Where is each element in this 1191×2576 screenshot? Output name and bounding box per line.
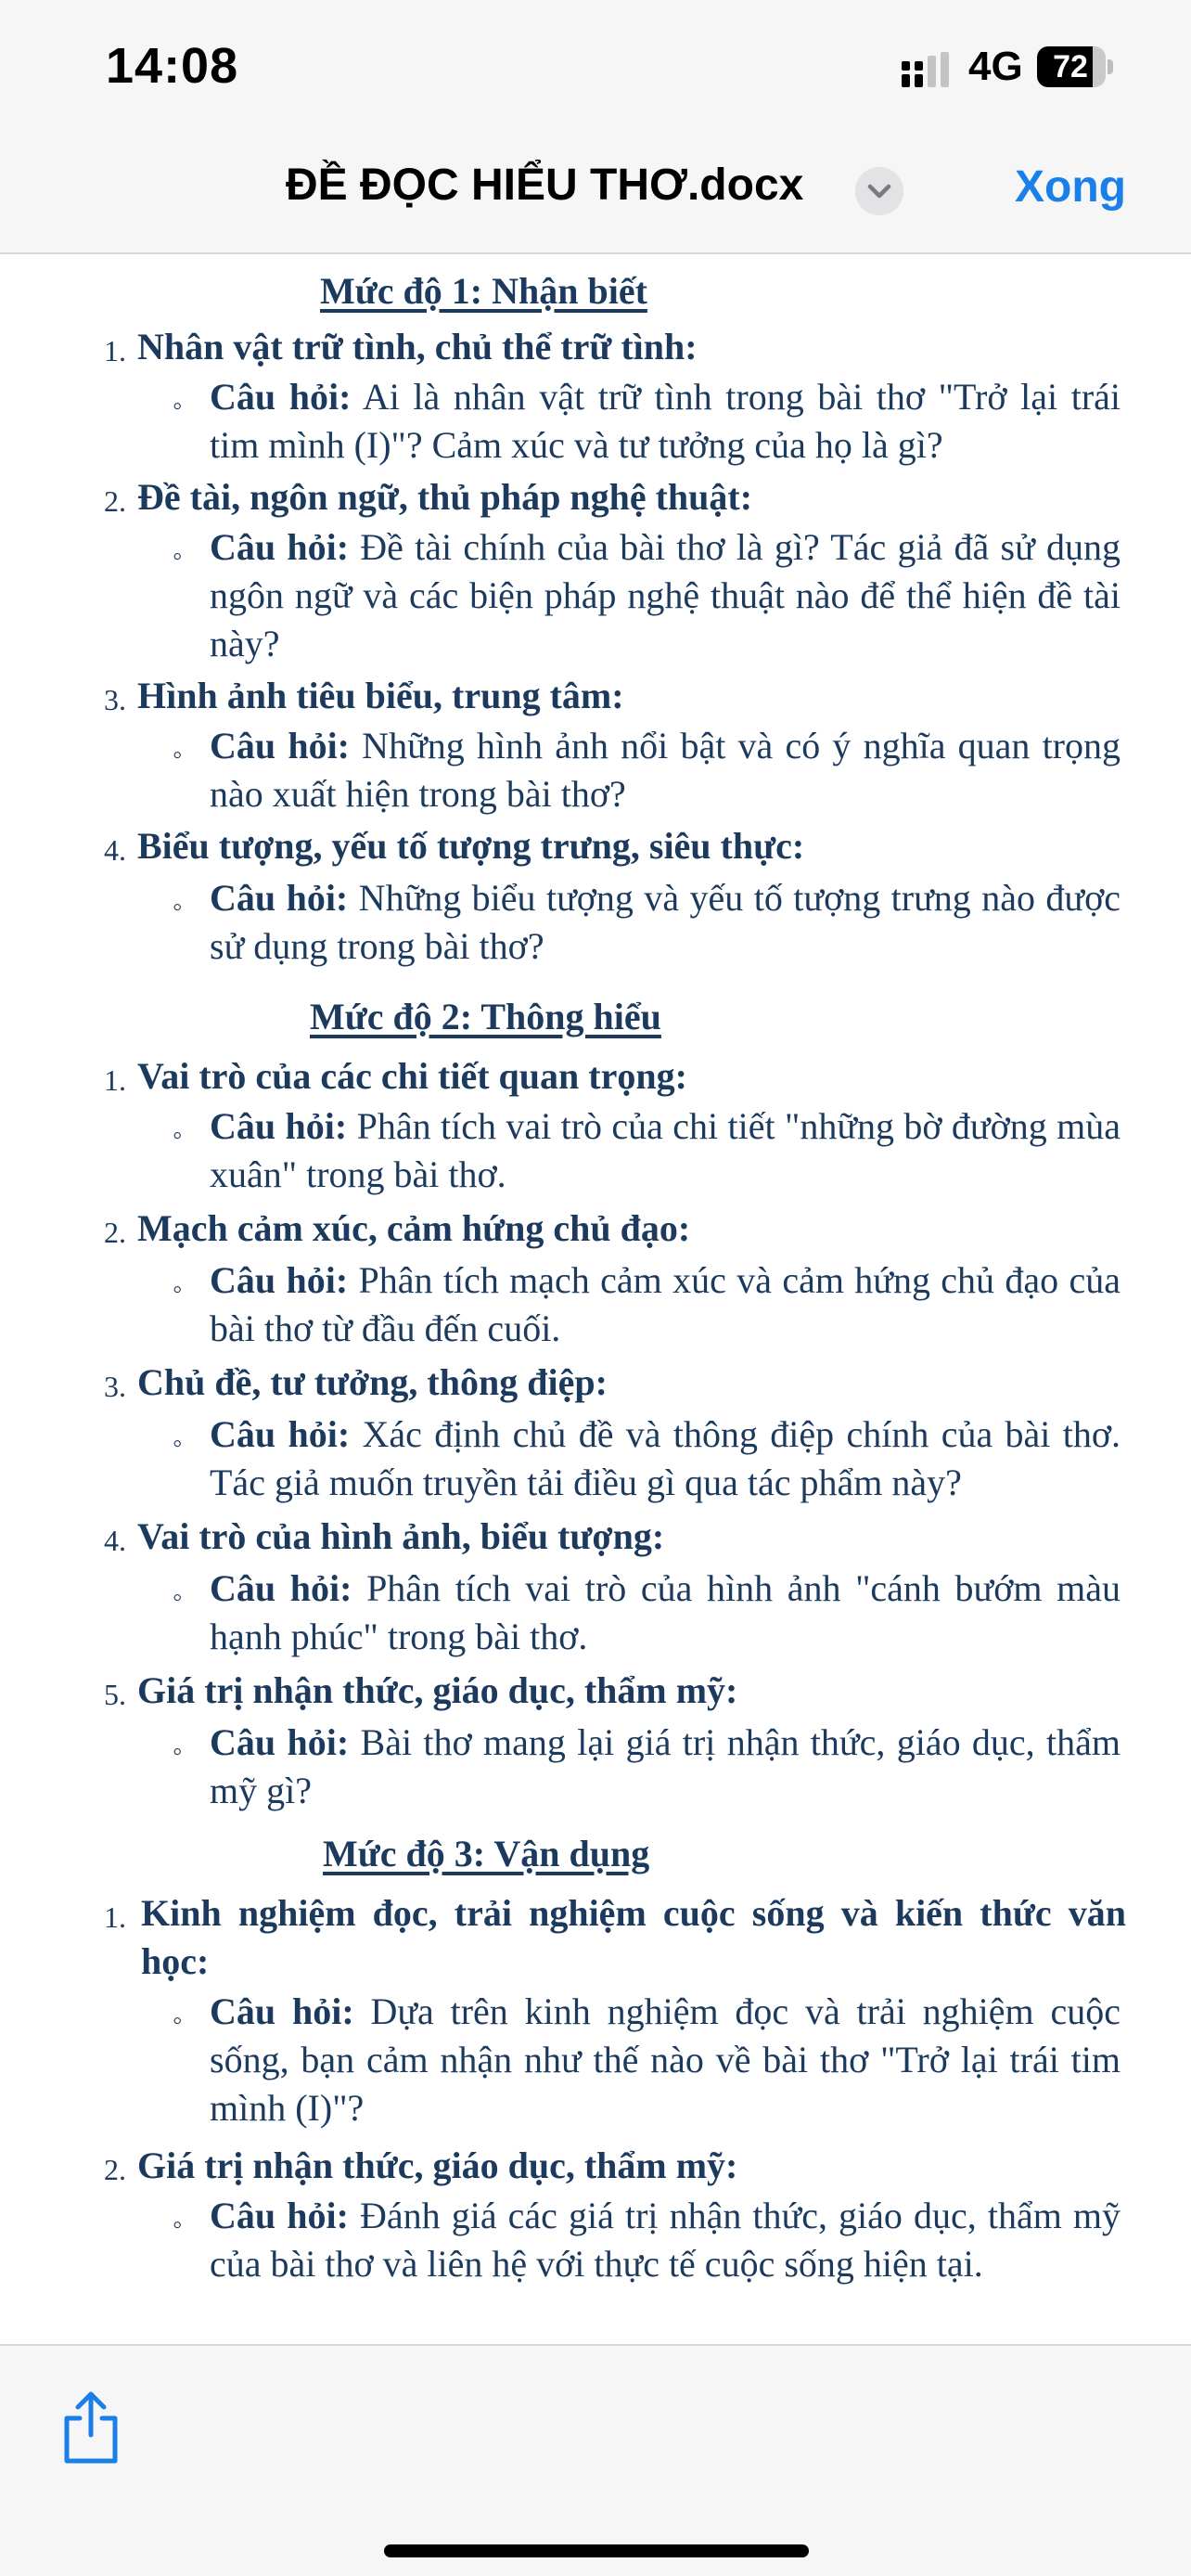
item-number: 3. xyxy=(104,1370,126,1403)
bullet: ◦ xyxy=(173,2209,183,2240)
question-label: Câu hỏi: xyxy=(210,1721,350,1763)
bullet: ◦ xyxy=(173,1736,183,1767)
question xyxy=(202,1256,1121,1353)
section-heading: Mức độ 1: Nhận biết xyxy=(320,270,647,312)
question-label: Câu hỏi: xyxy=(210,526,350,568)
question xyxy=(202,523,1121,668)
section-heading: Mức độ 2: Thông hiểu xyxy=(310,996,661,1037)
question-text: Phân tích mạch cảm xúc và cảm hứng chủ đạo của bài thơ từ đầu đến cuối. xyxy=(210,1259,1121,1349)
bottom-toolbar xyxy=(0,2344,1191,2576)
item-title: Vai trò của hình ảnh, biểu tượng: xyxy=(137,1515,665,1557)
item-title: Giá trị nhận thức, giáo dục, thẩm mỹ: xyxy=(137,2145,738,2186)
bullet: ◦ xyxy=(173,1582,183,1613)
bullet: ◦ xyxy=(173,391,183,421)
item-number: 1. xyxy=(104,334,126,367)
item-title: Đề tài, ngôn ngữ, thủ pháp nghệ thuật: xyxy=(137,476,753,518)
question-text: Phân tích vai trò của chi tiết "những bờ đường mùa xuân" trong bài thơ. xyxy=(210,1105,1121,1195)
question-label: Câu hỏi: xyxy=(210,877,349,919)
battery-icon xyxy=(1037,46,1113,87)
share-icon[interactable] xyxy=(58,2387,124,2465)
question-text: Những hình ảnh nổi bật và có ý nghĩa quan trọng nào xuất hiện trong bài thơ? xyxy=(210,725,1121,815)
question xyxy=(202,1988,1121,2132)
item-number: 1. xyxy=(104,1063,126,1097)
question xyxy=(202,1102,1121,1199)
nav-bar xyxy=(0,139,1191,254)
home-indicator[interactable] xyxy=(384,2544,809,2557)
item-number: 3. xyxy=(104,683,126,716)
question-label: Câu hỏi: xyxy=(210,725,350,766)
question xyxy=(202,722,1121,818)
signal-icon xyxy=(902,52,957,87)
item-title: Giá trị nhận thức, giáo dục, thẩm mỹ: xyxy=(137,1669,738,1711)
question-text: Đề tài chính của bài thơ là gì? Tác giả đã sử dụng ngôn ngữ và các biện pháp nghệ thuật nào để thể hiện đề tài này? xyxy=(210,526,1121,664)
item-number: 4. xyxy=(104,833,126,867)
question xyxy=(202,1565,1121,1661)
item-title: Nhân vật trữ tình, chủ thể trữ tình: xyxy=(137,326,698,367)
item-number: 5. xyxy=(104,1678,126,1711)
item-title: Chủ đề, tư tưởng, thông điệp: xyxy=(137,1361,608,1403)
question-text: Những biểu tượng và yếu tố tượng trưng nào được sử dụng trong bài thơ? xyxy=(210,877,1121,967)
question-label: Câu hỏi: xyxy=(210,2195,349,2236)
section-heading: Mức độ 3: Vận dụng xyxy=(323,1833,650,1874)
question-text: Xác định chủ đề và thông điệp chính của bài thơ. Tác giả muốn truyền tải điều gì qua tác phẩm này? xyxy=(210,1413,1121,1503)
item-title: Biểu tượng, yếu tố tượng trưng, siêu thực: xyxy=(137,825,805,867)
question-label: Câu hỏi: xyxy=(210,1259,349,1301)
question xyxy=(202,373,1121,470)
question xyxy=(202,874,1121,971)
question-label: Câu hỏi: xyxy=(210,1990,354,2032)
question-text: Bài thơ mang lại giá trị nhận thức, giáo dục, thẩm mỹ gì? xyxy=(210,1721,1121,1811)
question-label: Câu hỏi: xyxy=(210,1567,352,1609)
question-label: Câu hỏi: xyxy=(210,1105,348,1147)
question xyxy=(202,1719,1121,1815)
network-type: 4G xyxy=(968,44,1023,89)
bullet: ◦ xyxy=(173,892,183,922)
bullet: ◦ xyxy=(173,1120,183,1151)
question-text: Ai là nhân vật trữ tình trong bài thơ "Trở lại trái tim mình (I)"? Cảm xúc và tư tưởng của họ là gì? xyxy=(210,376,1121,466)
item-number: 2. xyxy=(104,1216,126,1249)
item-title: Mạch cảm xúc, cảm hứng chủ đạo: xyxy=(137,1207,691,1249)
item-number: 1. xyxy=(104,1900,126,1934)
bullet: ◦ xyxy=(173,1274,183,1305)
chevron-down-icon xyxy=(866,180,892,202)
question-label: Câu hỏi: xyxy=(210,1413,351,1455)
question-text: Dựa trên kinh nghiệm đọc và trải nghiệm cuộc sống, bạn cảm nhận như thế nào về bài thơ "Trở lại trái tim mình (I)"? xyxy=(210,1990,1121,2129)
document-body xyxy=(0,256,1191,2344)
done-button[interactable]: Xong xyxy=(1015,162,1126,212)
bullet: ◦ xyxy=(173,541,183,572)
question xyxy=(202,1410,1121,1507)
status-bar xyxy=(0,0,1191,139)
bullet: ◦ xyxy=(173,740,183,770)
item-number: 2. xyxy=(104,2153,126,2186)
title-menu-button[interactable] xyxy=(855,167,903,215)
item-title: Kinh nghiệm đọc, trải nghiệm cuộc sống và kiến thức văn học: xyxy=(141,1892,1126,1982)
question xyxy=(202,2192,1121,2288)
question-label: Câu hỏi: xyxy=(210,376,352,418)
question-text: Đánh giá các giá trị nhận thức, giáo dục, thẩm mỹ của bài thơ và liên hệ với thực tế cuộc sống hiện tại. xyxy=(210,2195,1121,2285)
battery-level: 72 xyxy=(1053,49,1088,84)
item-title: Vai trò của các chi tiết quan trọng: xyxy=(137,1055,687,1097)
item-title: Hình ảnh tiêu biểu, trung tâm: xyxy=(137,675,624,716)
bullet: ◦ xyxy=(173,2005,183,2036)
item-number: 4. xyxy=(104,1524,126,1557)
bullet: ◦ xyxy=(173,1428,183,1459)
status-time: 14:08 xyxy=(106,38,239,94)
item-number: 2. xyxy=(104,484,126,518)
document-title[interactable]: ĐỀ ĐỌC HIỂU THƠ.docx xyxy=(286,161,804,210)
question-text: Phân tích vai trò của hình ảnh "cánh bướm màu hạnh phúc" trong bài thơ. xyxy=(210,1567,1121,1657)
